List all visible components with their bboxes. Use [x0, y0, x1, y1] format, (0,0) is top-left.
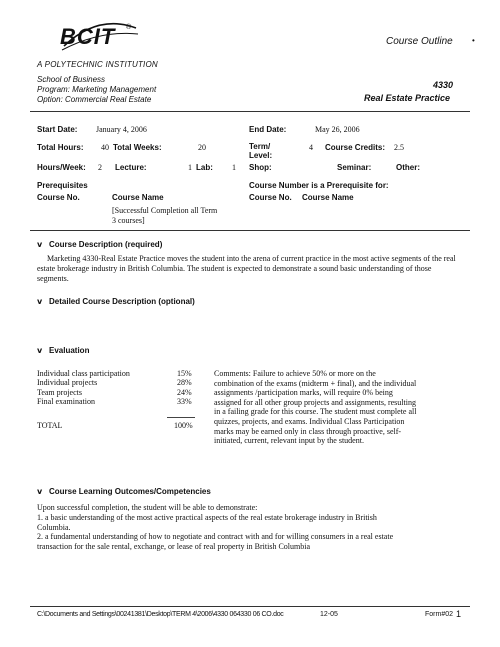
footer-page-number: 1: [456, 609, 462, 619]
logo-registered-mark: ®: [126, 24, 132, 31]
other-label: Other:: [396, 163, 420, 172]
course-title: Real Estate Practice: [364, 93, 451, 103]
outcome-item-1-line2: Columbia.: [37, 522, 71, 532]
prereq-for-course-no-header: Course No.: [249, 193, 292, 202]
description-heading: Course Description (required): [49, 240, 163, 249]
detailed-description-heading: Detailed Course Description (optional): [49, 297, 195, 306]
evaluation-item-value: 28%: [177, 378, 192, 388]
program-name: Program: Marketing Management: [37, 85, 157, 94]
prerequisites-heading: Prerequisites: [37, 181, 88, 190]
school-name: School of Business: [37, 75, 106, 84]
outcome-item-2-line2: transaction for the sale rental, exchange, or lease of real property in British Columbia: [37, 542, 311, 552]
outcomes-body: [37, 503, 477, 552]
logo-text: BCIT: [60, 24, 116, 49]
evaluation-row: [37, 388, 217, 397]
course-credits-label: Course Credits:: [325, 143, 386, 152]
info-divider: [30, 230, 470, 231]
comments-line: Comments: Failure to achieve 50% or more on the: [214, 369, 376, 378]
total-underline: [167, 417, 195, 418]
prereq-entry-line2: 3 courses]: [112, 216, 145, 225]
comments-line: marks may be earned only in class through proactive, self-: [214, 426, 402, 436]
footer-divider: [30, 606, 470, 607]
bcit-logo: [60, 20, 132, 52]
total-weeks-label: Total Weeks:: [113, 143, 162, 152]
evaluation-heading: Evaluation: [49, 346, 90, 355]
prereq-entry-line1: [Successful Completion all Term: [112, 206, 218, 215]
term-level-label: Term/ Level:: [249, 142, 273, 160]
lab-value: 1: [232, 163, 236, 172]
doc-type-label: Course Outline: [386, 36, 453, 47]
end-date-label: End Date:: [249, 125, 287, 134]
institution-tagline: A POLYTECHNIC INSTITUTION: [37, 60, 158, 69]
outcomes-bullet-icon: v: [37, 487, 43, 496]
corner-mark: •: [472, 36, 475, 45]
hours-week-label: Hours/Week:: [37, 163, 86, 172]
term-level-value: 4: [309, 143, 313, 152]
evaluation-row: [37, 378, 217, 387]
evaluation-comments: [214, 369, 484, 446]
prereq-course-no-header: Course No.: [37, 193, 80, 202]
evaluation-total-value: 100%: [174, 421, 193, 430]
option-name: Option: Commercial Real Estate: [37, 95, 152, 104]
total-weeks-value: 20: [198, 143, 206, 152]
prereq-course-name-header: Course Name: [112, 193, 164, 202]
lecture-label: Lecture:: [115, 163, 147, 172]
hours-week-value: 2: [98, 163, 102, 172]
prereq-for-course-name-header: Course Name: [302, 193, 354, 202]
end-date-value: May 26, 2006: [315, 125, 360, 134]
total-hours-label: Total Hours:: [37, 143, 84, 152]
course-credits-value: 2.5: [394, 143, 404, 152]
comments-line: in a failing grade for this course. The student must complete all: [214, 407, 417, 417]
evaluation-bullet-icon: v: [37, 346, 43, 355]
outcome-item-2-line1: 2. a fundamental understanding of how to negotiate and contract with and for willing consumers in a real estate: [37, 532, 394, 542]
evaluation-item-value: 15%: [177, 369, 192, 378]
comments-line: initiated, current, relevant input by the student.: [214, 436, 364, 446]
footer-form-code: Form#02: [425, 611, 454, 618]
comments-line: combination of the exams (midterm + final), and the individual: [214, 378, 417, 388]
comments-line: quizzes, projects, and exams. Individual Class Participation: [214, 416, 405, 426]
evaluation-item-value: 24%: [177, 387, 192, 397]
start-date-label: Start Date:: [37, 125, 78, 134]
evaluation-item-value: 33%: [177, 396, 192, 406]
lecture-value: 1: [188, 163, 192, 172]
prereq-for-heading: Course Number is a Prerequisite for:: [249, 181, 389, 190]
comments-line: assigned for all other group projects and assignments, resulting: [214, 397, 416, 407]
header-divider: [30, 111, 470, 112]
footer-file-path: C:\Documents and Settings\00241381\Desktop\TERM 4\2006\4330 064330 06 CO.doc: [37, 611, 284, 618]
shop-label: Shop:: [249, 163, 272, 172]
comments-line: assignments /participation marks, will require 0% being: [214, 388, 393, 398]
evaluation-row: [37, 397, 217, 406]
evaluation-total-label: TOTAL: [37, 421, 63, 430]
evaluation-item-label: Individual class participation: [37, 369, 130, 378]
evaluation-item-label: Final examination: [37, 396, 95, 406]
lab-label: Lab:: [196, 163, 213, 172]
evaluation-item-label: Team projects: [37, 387, 82, 397]
description-text: Marketing 4330-Real Estate Practice moves the student into the arena of current practice in the most active segments of the real estate brokerage industry in British Columbia. The student is expected to demonstrate a sound basic understanding of those segments.: [37, 254, 456, 283]
seminar-label: Seminar:: [337, 163, 372, 172]
start-date-value: January 4, 2006: [96, 125, 147, 134]
detailed-bullet-icon: v: [37, 297, 43, 306]
evaluation-row: [37, 369, 217, 378]
footer-date-code: 12-05: [320, 611, 338, 618]
course-number: 4330: [433, 80, 454, 90]
outcomes-intro: Upon successful completion, the student will be able to demonstrate:: [37, 503, 258, 512]
evaluation-table: [37, 369, 217, 406]
evaluation-item-label: Individual projects: [37, 378, 98, 388]
total-hours-value: 40: [101, 143, 109, 152]
outcome-item-1-line1: 1. a basic understanding of the most active practical aspects of the real estate brokerage industry in British: [37, 512, 377, 522]
description-bullet-icon: v: [37, 240, 43, 249]
outcomes-heading: Course Learning Outcomes/Competencies: [49, 487, 211, 496]
